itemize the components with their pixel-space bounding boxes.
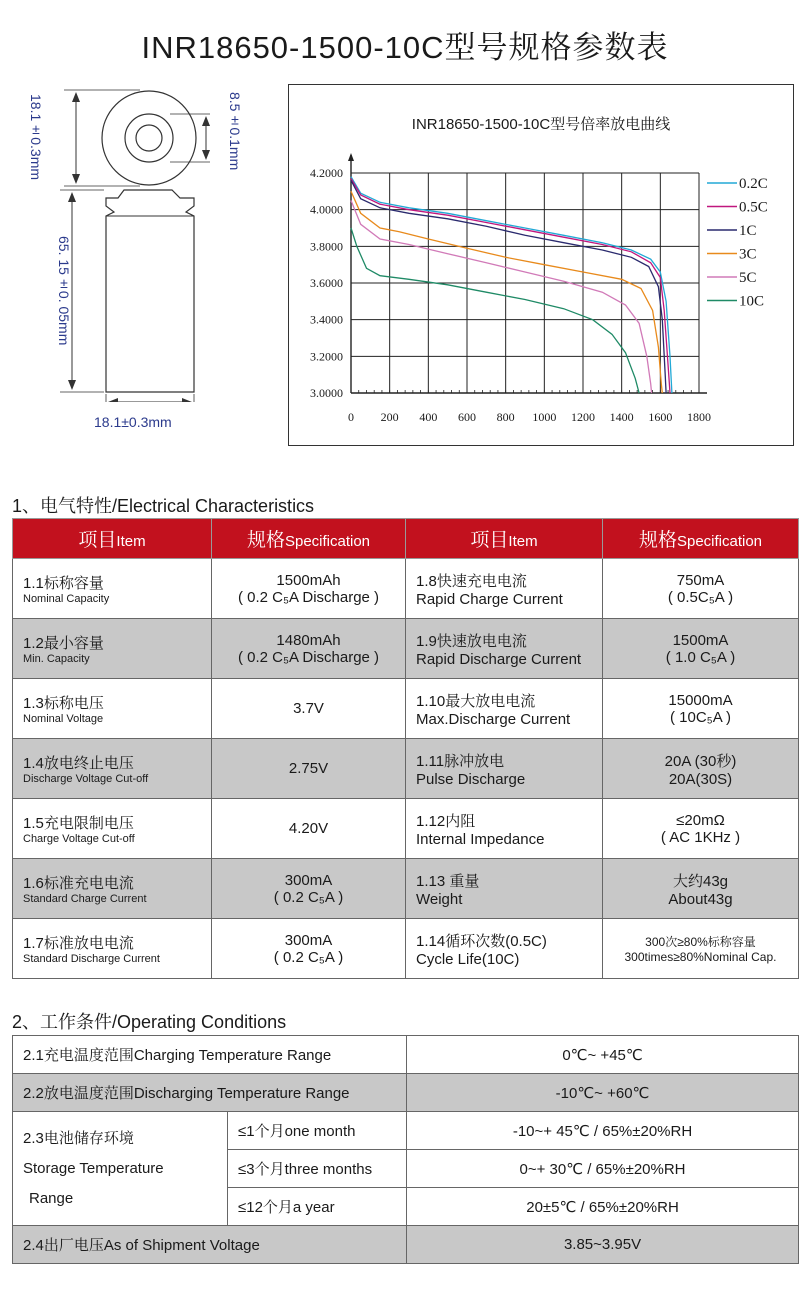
y-tick-label: 4.2000: [310, 166, 343, 180]
item-cell: 1.11脉冲放电 Pulse Discharge: [406, 739, 603, 799]
storage-period: ≤12个月a year: [228, 1188, 407, 1226]
y-tick-label: 4.0000: [310, 202, 343, 217]
section-electrical-title: 1、电气特性/Electrical Characteristics: [12, 496, 315, 516]
legend-label-0.2C: 0.2C: [739, 176, 768, 192]
item-cell: 1.7标准放电电流 Standard Discharge Current: [13, 919, 212, 979]
x-tick-label: 1000: [532, 410, 557, 424]
spec-cell: 4.20V: [212, 799, 406, 859]
y-tick-label: 3.8000: [310, 239, 343, 254]
battery-drawing: [20, 82, 220, 402]
table-row: [13, 919, 799, 979]
table-row: [13, 739, 799, 799]
series-line-3C: [351, 191, 662, 393]
legend-label-0.5C: 0.5C: [739, 199, 768, 216]
shipment-voltage-label: 2.4出厂电压As of Shipment Voltage: [13, 1226, 407, 1264]
table-row: [13, 619, 799, 679]
chart-plot: [289, 85, 793, 445]
x-tick-label: 1400: [609, 410, 634, 424]
table-row: [13, 679, 799, 739]
operating-table: [12, 1035, 799, 1264]
spec-cell: 750mA ( 0.5C₅A ): [603, 559, 799, 619]
item-cell: 1.8快速充电电流 Rapid Charge Current: [406, 559, 603, 619]
section-operating-title: 2、工作条件/Operating Conditions: [12, 1012, 287, 1032]
storage-value: -10~+ 45℃ / 65%±20%RH: [407, 1112, 799, 1150]
header-spec-1: 规格Specification: [212, 519, 406, 559]
series-line-1C: [351, 180, 666, 393]
item-cell: 1.3标称电压 Nominal Voltage: [13, 679, 212, 739]
item-cell: 1.5充电限制电压 Charge Voltage Cut-off: [13, 799, 212, 859]
x-tick-label: 0: [348, 410, 354, 424]
spec-cell: 1500mAh ( 0.2 C₅A Discharge ): [212, 559, 406, 619]
discharging-temp-value: -10℃~ +60℃: [407, 1074, 799, 1112]
spec-cell: 300次≥80%标称容量 300times≥80%Nominal Cap.: [603, 919, 799, 979]
x-tick-label: 200: [380, 410, 399, 424]
page-title: INR18650-1500-10C型号规格参数表: [141, 30, 669, 65]
spec-cell: 3.7V: [212, 679, 406, 739]
table-row: [13, 1074, 799, 1112]
x-tick-label: 1200: [571, 410, 595, 424]
x-tick-label: 1800: [687, 410, 711, 424]
charging-temp-label: 2.1充电温度范围Charging Temperature Range: [13, 1036, 407, 1074]
y-tick-label: 3.6000: [310, 276, 343, 290]
legend-label-3C: 3C: [739, 246, 757, 263]
spec-cell: 大约43g About43g: [603, 859, 799, 919]
x-tick-label: 1600: [648, 410, 673, 424]
storage-period: ≤1个月one month: [228, 1112, 407, 1150]
discharging-temp-label: 2.2放电温度范围Discharging Temperature Range: [13, 1074, 407, 1112]
item-cell: 1.12内阻 Internal Impedance: [406, 799, 603, 859]
series-line-0.2C: [351, 177, 672, 393]
table-row: [13, 799, 799, 859]
y-tick-label: 3.2000: [310, 349, 343, 364]
shipment-voltage-value: 3.85~3.95V: [407, 1226, 799, 1264]
spec-cell: ≤20mΩ ( AC 1KHz ): [603, 799, 799, 859]
table-row: [13, 1036, 799, 1074]
item-cell: 1.9快速放电电流 Rapid Discharge Current: [406, 619, 603, 679]
header-item-2: 项目Item: [406, 519, 603, 559]
spec-cell: 15000mA ( 10C₅A ): [603, 679, 799, 739]
table-header-row: [13, 519, 799, 559]
legend-label-10C: 10C: [739, 293, 765, 310]
item-cell: 1.13 重量 Weight: [406, 859, 603, 919]
table-row: [13, 1112, 799, 1150]
item-cell: 1.10最大放电电流 Max.Discharge Current: [406, 679, 603, 739]
charging-temp-value: 0℃~ +45℃: [407, 1036, 799, 1074]
storage-label: 2.3电池储存环境 Storage Temperature Range: [13, 1112, 228, 1226]
chart-title: INR18650-1500-10C型号倍率放电曲线: [411, 116, 671, 133]
body-length-label: 65. 15±0. 05mm: [56, 236, 72, 346]
table-row: [13, 559, 799, 619]
table-row: [13, 859, 799, 919]
diameter-label: 18.1±0.3mm: [94, 414, 172, 430]
x-tick-label: 600: [458, 410, 476, 424]
storage-period: ≤3个月three months: [228, 1150, 407, 1188]
height-dimension-label: 18.1±0.3mm: [28, 94, 44, 181]
spec-cell: 20A (30秒) 20A(30S): [603, 739, 799, 799]
spec-cell: 1480mAh ( 0.2 C₅A Discharge ): [212, 619, 406, 679]
table-row: [13, 1226, 799, 1264]
electrical-table: [12, 518, 799, 979]
item-cell: 1.1标称容量 Nominal Capacity: [13, 559, 212, 619]
storage-value: 0~+ 30℃ / 65%±20%RH: [407, 1150, 799, 1188]
legend-label-1C: 1C: [739, 223, 757, 239]
spec-cell: 1500mA ( 1.0 C₅A ): [603, 619, 799, 679]
item-cell: 1.14循环次数(0.5C) Cycle Life(10C): [406, 919, 603, 979]
y-axis-arrow: [348, 153, 354, 161]
discharge-chart: [288, 84, 794, 446]
item-cell: 1.2最小容量 Min. Capacity: [13, 619, 212, 679]
legend-label-5C: 5C: [739, 270, 757, 286]
header-item-1: 项目Item: [13, 519, 212, 559]
spec-cell: 2.75V: [212, 739, 406, 799]
item-cell: 1.6标准充电电流 Standard Charge Current: [13, 859, 212, 919]
storage-value: 20±5℃ / 65%±20%RH: [407, 1188, 799, 1226]
x-tick-label: 800: [496, 410, 515, 424]
header-spec-2: 规格Specification: [603, 519, 799, 559]
spec-cell: 300mA ( 0.2 C₅A ): [212, 859, 406, 919]
item-cell: 1.4放电终止电压 Discharge Voltage Cut-off: [13, 739, 212, 799]
y-tick-label: 3.4000: [310, 312, 343, 327]
spec-cell: 300mA ( 0.2 C₅A ): [212, 919, 406, 979]
series-line-10C: [351, 228, 639, 393]
y-tick-label: 3.0000: [310, 386, 343, 400]
x-tick-label: 400: [419, 410, 438, 424]
inner-diameter-label: 8.5±0.1mm: [227, 92, 243, 171]
